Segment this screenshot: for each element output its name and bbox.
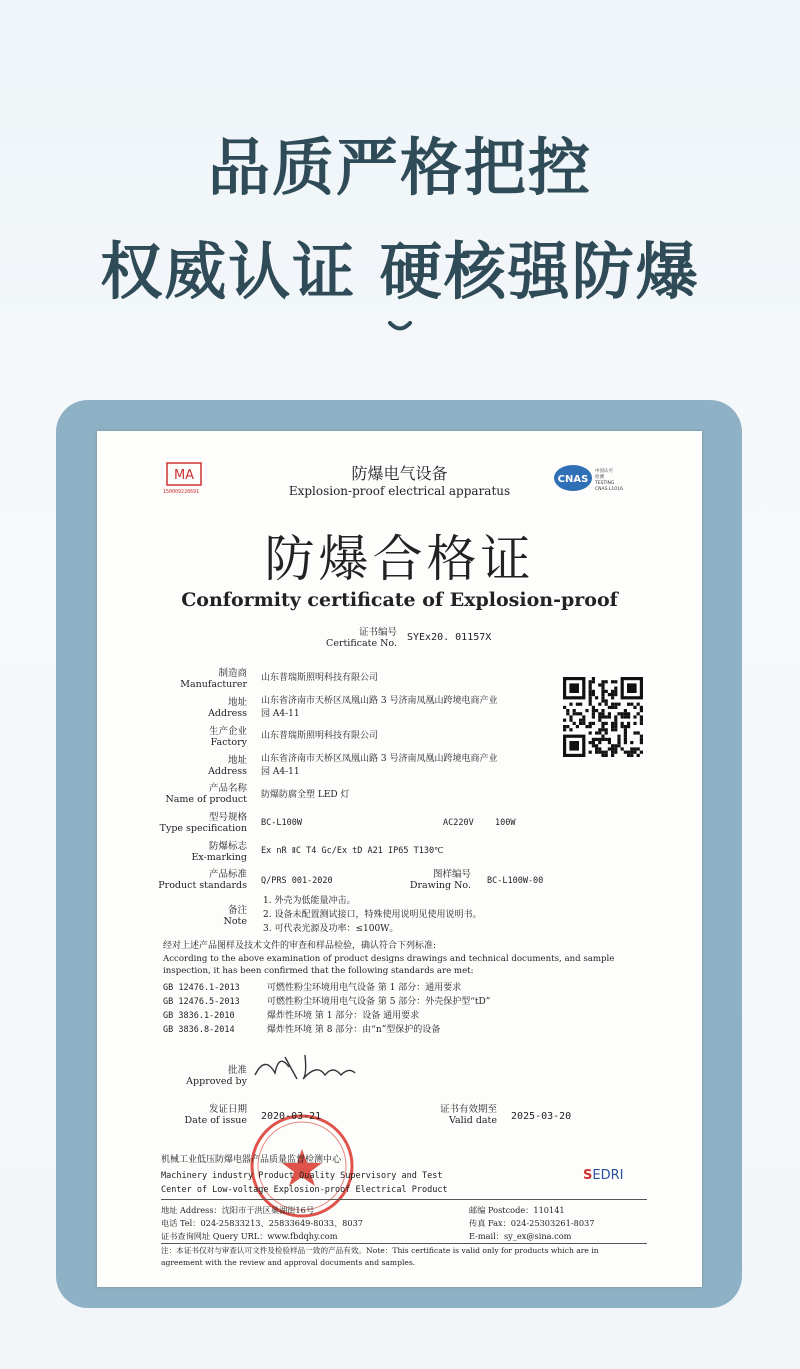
standard-code: GB 12476.5-2013: [163, 997, 240, 1007]
field-value-cont: 园 A4-11: [261, 709, 300, 719]
field-label: 产品标准 Product standards: [158, 869, 247, 891]
postcode: 邮编 Postcode：110141: [469, 1205, 565, 1215]
svg-text:MA: MA: [173, 468, 195, 483]
footnote-2: agreement with the review and approval documents and samples.: [161, 1258, 416, 1267]
address: 地址 Address：沈阳市于洪区巢湖街16号: [161, 1205, 315, 1215]
category-cn: 防爆电气设备: [351, 464, 448, 483]
field-value-voltage: AC220V: [443, 818, 474, 828]
qr-code-icon: [563, 677, 643, 763]
telephone: 电话 Tel：024-25833213、25833649-8033、8037: [161, 1218, 364, 1228]
query-url: 证书查询网址 Query URL：www.fbdqhy.com: [161, 1231, 338, 1241]
field-value: 山东普瑞斯照明科技有限公司: [261, 731, 379, 741]
svg-text:TESTING: TESTING: [595, 481, 615, 486]
standard-code: GB 3836.8-2014: [163, 1025, 235, 1035]
divider: [161, 1243, 647, 1244]
field-value: 山东省济南市天桥区凤凰山路 3 号济南凤凰山跨境电商产业: [261, 754, 498, 764]
fax: 传真 Fax：024-25303261-8037: [469, 1218, 595, 1228]
field-value: 山东省济南市天桥区凤凰山路 3 号济南凤凰山跨境电商产业: [261, 696, 498, 706]
signature-icon: [245, 1045, 365, 1085]
field-label: 型号规格 Type specification: [159, 812, 247, 834]
footnote-1: 注：本证书仅对与审查认可文件及检验样品一致的产品有效。Note：This certificate is valid only for products which are in: [161, 1246, 599, 1255]
field-value-cont: 园 A4-11: [261, 767, 300, 777]
field-value: BC-L100W: [261, 818, 302, 828]
standard-desc: 爆炸性环境 第 1 部分：设备 通用要求: [267, 1011, 420, 1021]
certificate-document: [97, 431, 702, 1287]
note-item: 2. 设备未配置测试接口，特殊使用说明见使用说明书。: [263, 910, 482, 920]
standard-desc: 爆炸性环境 第 8 部分：由“n”型保护的设备: [267, 1025, 441, 1035]
field-value: Ex nR ⅡC T4 Gc/Ex tD A21 IP65 T130℃: [261, 846, 444, 856]
cert-no-label-en: Certificate No.: [326, 638, 397, 649]
note-item: 3. 可代表光源及功率：≤100W。: [263, 924, 399, 934]
cert-no-label: [297, 627, 397, 649]
standard-code: GB 3836.1-2010: [163, 1011, 235, 1021]
note-label: 备注 Note: [223, 905, 247, 927]
org-name-en-1: Machinery industry Product Quality Supervisory and Test: [161, 1171, 443, 1181]
svg-text:CNAS L1016: CNAS L1016: [595, 487, 623, 492]
standard-desc: 可燃性粉尘环境用电气设备 第 1 部分：通用要求: [267, 983, 462, 993]
cma-code: 150009220691: [163, 489, 200, 495]
chevron-down-icon: [377, 318, 423, 338]
statement-en-1: According to the above examination of product designs drawings and technical documents, and sample: [163, 954, 615, 964]
field-label: 生产企业 Factory: [208, 726, 247, 748]
svg-text:中国认可: 中国认可: [595, 469, 613, 474]
field-label: 地址 Address: [208, 697, 247, 719]
note-item: 1. 外壳为低能量冲击。: [263, 896, 356, 906]
drawing-no-label: 图样编号 Drawing No.: [409, 869, 471, 891]
field-value: 防爆防腐全塑 LED 灯: [261, 790, 350, 800]
valid-date-label: 证书有效期至 Valid date: [439, 1104, 497, 1126]
approved-label: 批准 Approved by: [186, 1065, 247, 1087]
cert-no: SYEx20. 01157X: [407, 632, 492, 643]
headline-quality: 品质严格把控: [207, 131, 592, 204]
standard-desc: 可燃性粉尘环境用电气设备 第 5 部分：外壳保护型“tD”: [267, 997, 491, 1007]
field-value-power: 100W: [495, 818, 516, 828]
statement-cn: 经对上述产品图样及技术文件的审查和样品检验，确认符合下列标准:: [163, 941, 437, 951]
org-name-en-2: Center of Low-voltage Explosion-proof Electrical Product: [161, 1185, 448, 1195]
cnas-text: CNAS: [557, 474, 589, 485]
field-value: 山东普瑞斯照明科技有限公司: [261, 673, 379, 683]
field-label: 产品名称 Name of product: [165, 783, 247, 805]
divider: [161, 1199, 647, 1200]
headline-certification: 权威认证 硬核强防爆: [100, 235, 700, 308]
issue-date: 2020-03-21: [261, 1111, 322, 1122]
edri-logo-icon: S: [583, 1168, 593, 1183]
title-cn: 防爆合格证: [264, 530, 535, 588]
cert-no-label-cn: 证书编号: [358, 627, 397, 638]
title-en: Conformity certificate of Explosion-proof: [181, 589, 618, 611]
edri-logo: SEDRI: [583, 1168, 624, 1183]
category-en: Explosion-proof electrical apparatus: [288, 484, 511, 498]
email: E-mail：sy_ex@sina.com: [469, 1231, 572, 1241]
drawing-no: BC-L100W-00: [487, 876, 544, 886]
valid-date: 2025-03-20: [511, 1111, 572, 1122]
field-value: Q/PRS 001-2020: [261, 876, 333, 886]
issue-date-label: 发证日期 Date of issue: [184, 1104, 247, 1126]
standard-code: GB 12476.1-2013: [163, 983, 240, 993]
field-label: 防爆标志 Ex-marking: [191, 841, 247, 863]
field-label: 地址 Address: [208, 755, 247, 777]
statement-en-2: inspection, it has been confirmed that the following standards are met:: [163, 966, 474, 976]
org-name-cn: 机械工业低压防爆电器产品质量监督检测中心: [161, 1155, 342, 1165]
svg-text:检测: 检测: [595, 475, 604, 480]
field-label: 制造商 Manufacturer: [180, 668, 247, 690]
